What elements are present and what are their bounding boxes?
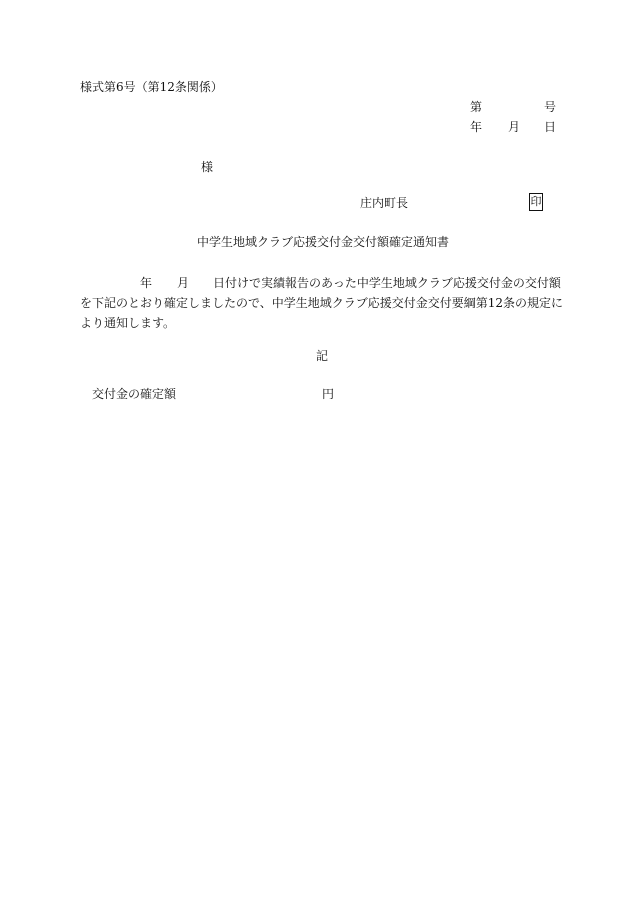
body-line-1 — [80, 273, 570, 293]
document-date-line — [470, 121, 556, 169]
issuer-title: 庄内町長 — [360, 196, 409, 210]
document-title: 中学生地域クラブ応援交付金交付額確定通知書 — [197, 235, 450, 249]
body-paragraph — [80, 273, 570, 333]
date-day-label: 日 — [544, 120, 557, 134]
body-year-label: 年 — [140, 276, 153, 290]
record-heading: 記 — [316, 349, 329, 363]
seal-mark: 印 — [529, 193, 543, 211]
date-year-label: 年 — [470, 120, 483, 134]
date-month-label: 月 — [508, 120, 521, 134]
body-line-1-text: 日付けで実績報告のあった中学生地域クラブ応援交付金の交付額 — [213, 276, 561, 290]
body-line-3: より通知します。 — [80, 316, 176, 330]
addressee-honorific: 様 — [201, 160, 214, 174]
number-prefix: 第 — [470, 100, 483, 114]
number-suffix: 号 — [543, 100, 556, 114]
amount-label: 交付金の確定額 — [92, 387, 177, 401]
amount-unit: 円 — [322, 387, 335, 401]
form-number: 様式第6号（第12条関係） — [80, 80, 223, 94]
body-month-label: 月 — [177, 276, 190, 290]
body-line-2: を下記のとおり確定しましたので、中学生地域クラブ応援交付金交付要綱第12条の規定に — [80, 296, 564, 310]
